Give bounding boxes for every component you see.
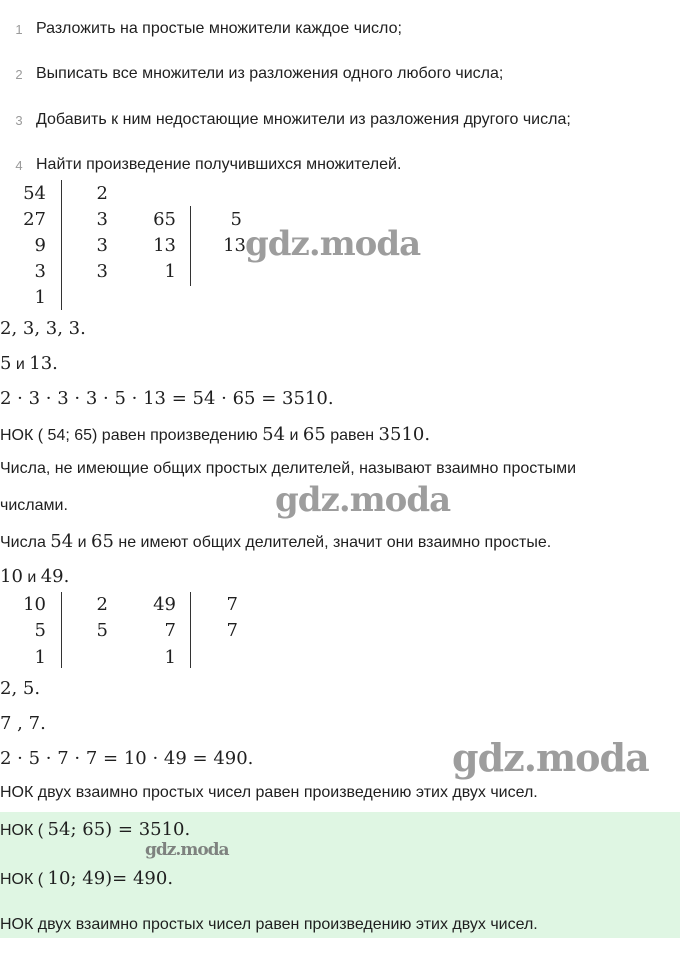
step-text: Разложить на простые множители каждое число; — [36, 20, 402, 37]
table-factor: 2 — [96, 183, 108, 204]
table-factor: 13 — [223, 235, 246, 256]
table-factor: 7 — [226, 594, 238, 615]
table-number: 7 — [164, 620, 176, 641]
table-factor: 5 — [230, 209, 242, 230]
watermark: gdz.moda — [145, 840, 229, 860]
table-number: 5 — [34, 620, 46, 641]
answer-lcm-1: НОК ( 54; 65) = 3510. — [0, 819, 191, 840]
table-factor: 2 — [96, 594, 108, 615]
definition-line-2: числами. — [0, 497, 68, 514]
table-number: 3 — [34, 261, 46, 282]
table-factor: 7 — [226, 620, 238, 641]
table-number: 49 — [153, 594, 176, 615]
table-number: 27 — [23, 209, 46, 230]
table-factor: 3 — [96, 235, 108, 256]
watermark: gdz.moda — [452, 735, 649, 780]
factors-65: 5 и 13. — [0, 353, 58, 374]
definition-line-1: Числа, не имеющие общих простых делителей, называют взаимно простыми — [0, 460, 577, 477]
step-text: Выписать все множители из разложения одного любого числа; — [36, 65, 504, 82]
table-factor: 3 — [96, 209, 108, 230]
answer-rule: НОК двух взаимно простых чисел равен произведению этих двух чисел. — [0, 916, 538, 933]
step-number: 1 — [15, 22, 23, 37]
table-number: 54 — [23, 183, 46, 204]
table-factor: 3 — [96, 261, 108, 282]
table-number: 9 — [34, 235, 46, 256]
factors-54: 2, 3, 3, 3. — [0, 318, 86, 339]
factors-49: 7 , 7. — [0, 713, 46, 734]
coprime-rule: НОК двух взаимно простых чисел равен произведению этих двух чисел. — [0, 784, 538, 801]
product-line-2: 2 · 5 · 7 · 7 = 10 · 49 = 490. — [0, 748, 254, 769]
table-number: 65 — [153, 209, 176, 230]
pair-10-49: 10 и 49. — [0, 566, 70, 587]
table-number: 1 — [34, 647, 46, 668]
watermark: gdz.moda — [275, 480, 451, 520]
step-number: 4 — [15, 158, 23, 173]
step-number: 3 — [15, 113, 23, 128]
step-text: Добавить к ним недостающие множители из разложения другого числа; — [36, 111, 571, 128]
table-number: 1 — [164, 261, 176, 282]
table-number: 13 — [153, 235, 176, 256]
table-factor: 5 — [96, 620, 108, 641]
table-divider — [190, 592, 191, 668]
step-number: 2 — [15, 67, 23, 82]
table-number: 1 — [34, 287, 46, 308]
table-divider — [190, 206, 191, 286]
table-divider — [61, 180, 62, 310]
table-number: 10 — [23, 594, 46, 615]
table-divider — [61, 592, 62, 668]
lcm-line-1: НОК ( 54; 65) равен произведению 54 и 65 равен 3510. — [0, 424, 431, 445]
table-number: 1 — [164, 647, 176, 668]
factors-10: 2, 5. — [0, 678, 41, 699]
step-text: Найти произведение получившихся множителей. — [36, 156, 402, 173]
coprime-statement: Числа 54 и 65 не имеют общих делителей, значит они взаимно простые. — [0, 531, 552, 552]
answer-lcm-2: НОК ( 10; 49)= 490. — [0, 868, 174, 889]
watermark: gdz.moda — [245, 224, 421, 264]
product-line-1: 2 · 3 · 3 · 3 · 5 · 13 = 54 · 65 = 3510. — [0, 388, 334, 409]
